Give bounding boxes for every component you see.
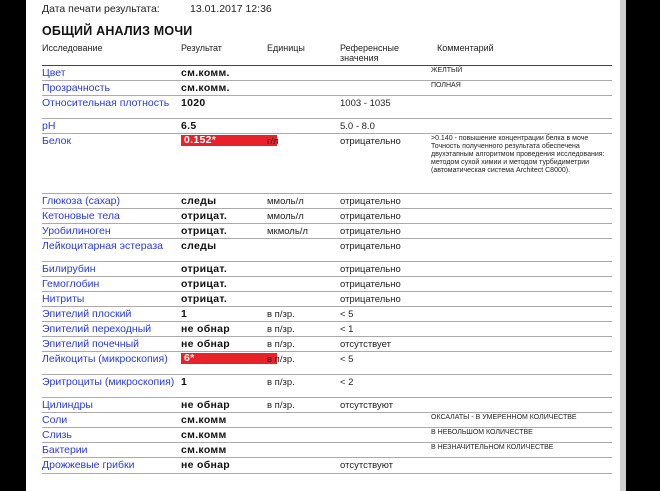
comment-text: >0.140 - повышение концентрации белка в моче Точность полученного результата обеспечена двухэтапным алгоритмом проведения исследования: методом сухой химии и методом турбидиметрии (автоматическая система Architect C8000). bbox=[431, 135, 605, 174]
units-value: в п/зр. bbox=[267, 324, 295, 335]
table-row bbox=[42, 322, 612, 337]
reference-value: 5.0 - 8.0 bbox=[340, 121, 375, 132]
test-name: Слизь bbox=[42, 429, 72, 441]
header-comment: Комментарий bbox=[437, 43, 494, 53]
comment-text: ОКСАЛАТЫ - В УМЕРЕННОМ КОЛИЧЕСТВЕ bbox=[431, 414, 577, 421]
table-row bbox=[42, 375, 612, 398]
result-value: см.комм bbox=[181, 429, 227, 441]
table-row bbox=[42, 239, 612, 262]
print-date-label: Дата печати результата: bbox=[42, 3, 160, 15]
reference-value: 1003 - 1035 bbox=[340, 98, 391, 109]
result-value: см.комм bbox=[181, 414, 227, 426]
result-value: отрицат. bbox=[181, 210, 228, 222]
result-value: 1020 bbox=[181, 97, 206, 109]
result-value: отрицат. bbox=[181, 293, 228, 305]
test-name: Соли bbox=[42, 414, 68, 426]
reference-value: < 5 bbox=[340, 354, 354, 365]
comment-text: ПОЛНАЯ bbox=[431, 82, 461, 89]
result-value: не обнар bbox=[181, 399, 230, 411]
table-row bbox=[42, 413, 612, 428]
units-value: в п/зр. bbox=[267, 400, 295, 411]
test-name: Цилиндры bbox=[42, 399, 93, 411]
test-name: Кетоновые тела bbox=[42, 210, 120, 222]
comment-text: В НЕБОЛЬШОМ КОЛИЧЕСТВЕ bbox=[431, 429, 533, 436]
table-row bbox=[42, 458, 612, 474]
test-name: pH bbox=[42, 120, 56, 132]
test-name: Прозрачность bbox=[42, 82, 111, 94]
reference-value: отрицательно bbox=[340, 241, 401, 252]
table-row bbox=[42, 224, 612, 239]
test-name: Билирубин bbox=[42, 263, 96, 275]
result-value: см.комм. bbox=[181, 67, 230, 79]
reference-value: отрицательно bbox=[340, 226, 401, 237]
report-title: ОБЩИЙ АНАЛИЗ МОЧИ bbox=[42, 24, 193, 38]
result-value: 1 bbox=[181, 376, 188, 388]
table-row bbox=[42, 292, 612, 307]
page-edge bbox=[620, 0, 626, 491]
test-name: Эпителий плоский bbox=[42, 308, 132, 320]
units-value: в п/зр. bbox=[267, 339, 295, 350]
reference-value: отрицательно bbox=[340, 136, 401, 147]
result-value: 0.152* bbox=[181, 135, 277, 146]
table-row bbox=[42, 209, 612, 224]
result-value: 6.5 bbox=[181, 120, 197, 132]
test-name: Цвет bbox=[42, 67, 66, 79]
test-name: Бактерии bbox=[42, 444, 88, 456]
reference-value: отрицательно bbox=[340, 211, 401, 222]
test-name: Гемоглобин bbox=[42, 278, 100, 290]
table-row bbox=[42, 352, 612, 375]
units-value: ммоль/л bbox=[267, 211, 304, 222]
test-name: Белок bbox=[42, 135, 72, 147]
test-name: Глюкоза (сахар) bbox=[42, 195, 120, 207]
test-name: Нитриты bbox=[42, 293, 85, 305]
units-value: ммоль/л bbox=[267, 196, 304, 207]
reference-value: < 1 bbox=[340, 324, 354, 335]
table-row bbox=[42, 66, 612, 81]
test-name: Лейкоцитарная эстераза bbox=[42, 240, 163, 252]
table-row bbox=[42, 337, 612, 352]
reference-value: отсутствуют bbox=[340, 400, 394, 411]
units-value: в п/зр. bbox=[267, 309, 295, 320]
result-value: см.комм bbox=[181, 444, 227, 456]
report-page bbox=[26, 0, 626, 491]
reference-value: отсутствуют bbox=[340, 460, 394, 471]
test-name: Эпителий переходный bbox=[42, 323, 152, 335]
test-name: Эпителий почечный bbox=[42, 338, 139, 350]
result-value: отрицат. bbox=[181, 225, 228, 237]
test-name: Относительная плотность bbox=[42, 97, 170, 109]
reference-value: отрицательно bbox=[340, 196, 401, 207]
result-value: отрицат. bbox=[181, 278, 228, 290]
units-value: мкмоль/л bbox=[267, 226, 308, 237]
table-row bbox=[42, 194, 612, 209]
result-value: 6* bbox=[181, 353, 277, 364]
table-row bbox=[42, 443, 612, 458]
result-value: не обнар bbox=[181, 338, 230, 350]
print-date-value: 13.01.2017 12:36 bbox=[190, 3, 272, 15]
table-row bbox=[42, 96, 612, 119]
reference-value: отрицательно bbox=[340, 264, 401, 275]
row-divider bbox=[42, 473, 612, 474]
units-value: в п/зр. bbox=[267, 354, 295, 365]
header-test: Исследование bbox=[42, 43, 103, 53]
table-row bbox=[42, 134, 612, 194]
test-name: Эритроциты (микроскопия) bbox=[42, 376, 175, 388]
result-value: следы bbox=[181, 240, 217, 252]
result-value: 1 bbox=[181, 308, 188, 320]
header-reference: Референсные значения bbox=[340, 43, 399, 63]
result-value: следы bbox=[181, 195, 217, 207]
table-row bbox=[42, 262, 612, 277]
table-row bbox=[42, 307, 612, 322]
test-name: Дрожжевые грибки bbox=[42, 459, 135, 471]
result-value: см.комм. bbox=[181, 82, 230, 94]
reference-value: отрицательно bbox=[340, 279, 401, 290]
table-row bbox=[42, 277, 612, 292]
units-value: в п/зр. bbox=[267, 377, 295, 388]
test-name: Лейкоциты (микроскопия) bbox=[42, 353, 168, 365]
reference-value: < 2 bbox=[340, 377, 354, 388]
units-value: г/л bbox=[267, 136, 279, 147]
comment-text: ЖЕЛТЫЙ bbox=[431, 67, 463, 74]
result-value: отрицат. bbox=[181, 263, 228, 275]
table-row bbox=[42, 119, 612, 134]
header-result: Результат bbox=[181, 43, 222, 53]
table-row bbox=[42, 398, 612, 413]
reference-value: отсутствует bbox=[340, 339, 391, 350]
comment-text: В НЕЗНАЧИТЕЛЬНОМ КОЛИЧЕСТВЕ bbox=[431, 444, 554, 451]
header-units: Единицы bbox=[267, 43, 305, 53]
test-name: Уробилиноген bbox=[42, 225, 111, 237]
reference-value: отрицательно bbox=[340, 294, 401, 305]
result-value: не обнар bbox=[181, 323, 230, 335]
result-value: не обнар bbox=[181, 459, 230, 471]
reference-value: < 5 bbox=[340, 309, 354, 320]
table-row bbox=[42, 428, 612, 443]
table-row bbox=[42, 81, 612, 96]
print-date bbox=[42, 3, 272, 15]
